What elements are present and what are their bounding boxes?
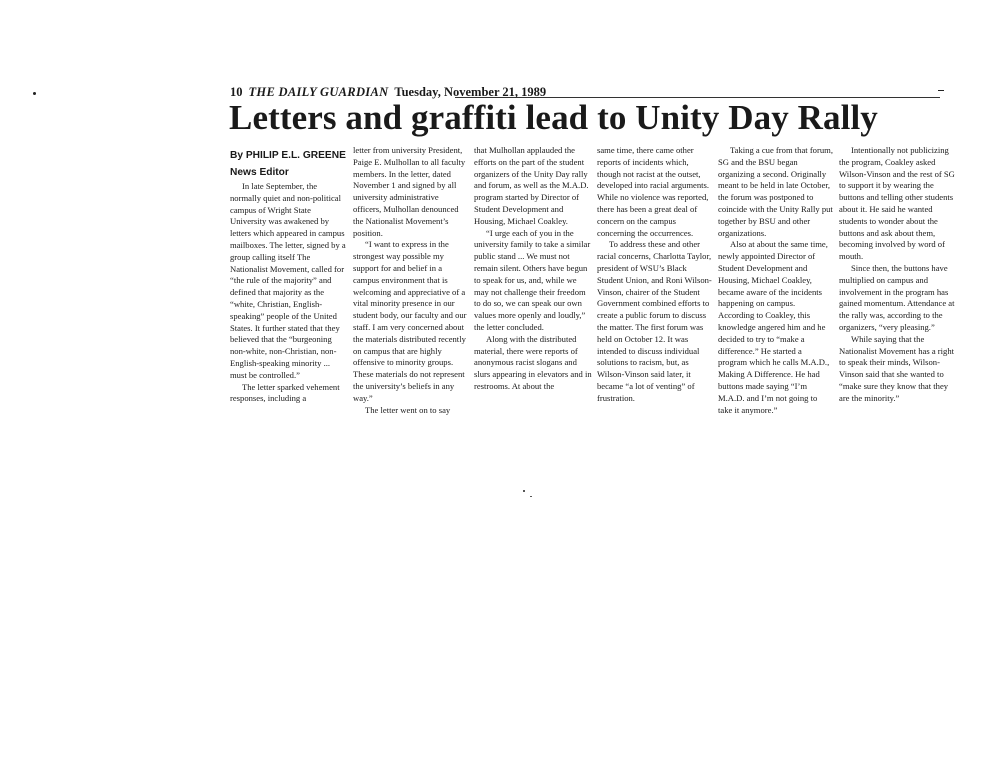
paragraph: The letter went on to say — [365, 404, 451, 415]
paragraph: To address these and other racial concerns, Charlotta Taylor, president of WSU’s Black Student Union, and Roni Wilson-Vinson, chairer of the Student Government combined efforts to create a public forum to discuss the matter. The first forum was held on October 12. It was intended to discuss individual solutions to racism, but, as Wilson-Vinson said later, it became “a lot of venting” of frustration. — [597, 239, 712, 403]
article-column-2 — [353, 145, 469, 416]
byline: By PHILIP E.L. GREENE — [230, 150, 346, 161]
article-column-6 — [839, 145, 957, 405]
paragraph: Intentionally not publicizing the program, Coakley asked Wilson-Vinson and the rest of SG to support it by wearing the buttons and telling other students about it. He said he wanted students to wonder about the buttons and ask about them, becoming involved by word of mouth. — [839, 145, 955, 262]
paragraph: Since then, the buttons have multiplied on campus and involvement in the program has gained momentum. Attendance at the rally was, according to the organizers, “very pleasing.” — [839, 262, 955, 332]
byline-role: News Editor — [230, 167, 289, 178]
paragraph: “I urge each of you in the university family to take a similar public stand ... We must not remain silent. Others have begun to speak for us, and, while we may not challenge their freedom to do so, we can speak our own values more openly and loudly,” the letter concluded. — [474, 227, 591, 332]
paragraph: Taking a cue from that forum, SG and the BSU began organizing a second. Originally meant to be held in late October, the forum was postponed to coincide with the Unity Rally put together by BSU and other organizations. — [718, 145, 833, 238]
page-number: 10 — [230, 85, 243, 99]
paragraph: In late September, the normally quiet and non-political campus of Wright State University was awakened by letters which appeared in campus mailboxes. The letter, signed by a group calling itself The Nationalist Movement, called for “the rule of the majority” and defined that majority as the “white, Christian, English-speaking” people of the United States. It further stated that they believed that the “burgeoning non-white, non-Christian, non-English-speaking minority ... must be controlled.” — [230, 181, 346, 380]
paragraph: same time, there came other reports of incidents which, though not racist at the outset, developed into racial arguments. While no violence was reported, there has been a great deal of concern on the campus concerning the occurrences. — [597, 145, 709, 238]
article-column-3 — [474, 145, 592, 393]
scan-speck — [33, 92, 36, 95]
scan-speck — [523, 490, 525, 492]
headline: Letters and graffiti lead to Unity Day Rally — [229, 98, 878, 137]
paragraph: While saying that the Nationalist Movement has a right to speak their minds, Wilson-Vinson said that she wanted to “make sure they know that they are the minority.” — [839, 333, 955, 403]
article-column-5 — [718, 145, 833, 416]
paragraph: The letter sparked vehement responses, including a — [230, 381, 340, 404]
paragraph: Along with the distributed material, there were reports of anonymous racist slogans and slurs appearing in elevators and in restrooms. At about the — [474, 333, 592, 391]
paragraph: letter from university President, Paige E. Mulhollan to all faculty members. In the letter, dated November 1 and signed by all university administrative officers, Mulhollan denounced the Nationalist Movement’s position. — [353, 145, 466, 238]
issue-date: Tuesday, November 21, 1989 — [394, 85, 547, 99]
paragraph: Also at about the same time, newly appointed Director of Student Development and Housing, Michael Coakley, became aware of the incidents happening on campus. According to Coakley, this knowledge angered him and he decided to try to “make a difference.” He started a program which he calls M.A.D., Making A Difference. He had buttons made saying “I’m M.A.D. and I’m not going to take it anymore.” — [718, 239, 830, 415]
paragraph: “I want to express in the strongest way possible my support for and belief in a campus environment that is welcoming and appreciative of a vital minority presence in our student body, our faculty and our staff. I am very concerned about the materials distributed recently on campus that are highly offensive to minority groups. These materials do not represent the university’s beliefs in any way.” — [353, 239, 467, 403]
scan-speck — [530, 496, 532, 497]
article-column-4 — [597, 145, 712, 405]
scan-speck — [938, 90, 944, 91]
paper-name: THE DAILY GUARDIAN — [248, 85, 389, 99]
article-column-1 — [230, 181, 346, 405]
paragraph: that Mulhollan applauded the efforts on the part of the student organizers of the Unity Day rally and forum, as well as the M.A.D. program started by Director of Student Development and Housing, Michael Coakley. — [474, 145, 589, 226]
